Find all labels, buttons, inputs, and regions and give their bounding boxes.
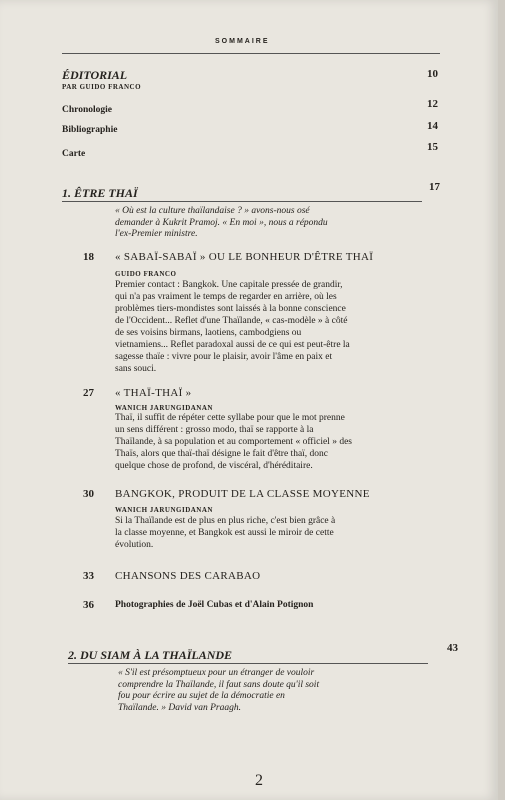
photo-credit-page-number: 36 (83, 599, 94, 611)
summary-line: un sens différent : grosso modo, thaï se rapporte à la (115, 425, 314, 435)
summary-line: vietnamiens... Reflet paradoxal aussi de ce qui est peut-être la (115, 340, 350, 350)
summary-line: de ses voisins birmans, laotiens, cambodgiens ou (115, 328, 302, 338)
chronologie-title: Chronologie (62, 105, 112, 115)
photo-credit: Photographies de Joël Cubas et d'Alain Potignon (115, 600, 314, 610)
article-30-author: WANICH JARUNGIDANAN (115, 506, 213, 514)
editorial-author: PAR GUIDO FRANCO (62, 83, 142, 91)
quote-line: l'ex-Premier ministre. (115, 229, 198, 239)
editorial-title: ÉDITORIAL (62, 68, 128, 82)
section-1-page-number: 17 (429, 181, 440, 193)
article-33-page-number: 33 (83, 570, 94, 582)
carte-page-number: 15 (427, 141, 438, 153)
article-27-page-number: 27 (83, 387, 94, 399)
footer-page-number: 2 (255, 772, 263, 789)
summary-line: de l'Occident... Reflet d'une Thaïlande, « cas-modèle » à côté (115, 316, 348, 326)
summary-line: sagesse thaïe : vivre pour le plaisir, avoir l'âme en paix et (115, 352, 333, 362)
quote-line: Thaïlande. » David van Praagh. (118, 702, 241, 713)
header-rule (62, 53, 440, 54)
quote-line: fou pour écrire au sujet de la démocratie en (118, 691, 285, 701)
section-1-rule (62, 201, 422, 202)
chronologie-page-number: 12 (427, 98, 438, 110)
bibliographie-title: Bibliographie (62, 125, 118, 135)
article-18-page-number: 18 (83, 251, 94, 263)
page-header-title: SOMMAIRE (215, 38, 270, 45)
next-page-edge (498, 0, 505, 800)
quote-line: « S'il est présomptueux pour un étranger de vouloir (118, 668, 315, 678)
summary-line: la classe moyenne, et Bangkok est aussi le miroir de cette (115, 528, 334, 538)
editorial-page-number: 10 (427, 68, 438, 80)
section-1-title: 1. ÊTRE THAÏ (62, 186, 138, 200)
article-30-title: BANGKOK, PRODUIT DE LA CLASSE MOYENNE (115, 488, 370, 500)
summary-line: problèmes tiers-mondistes sont laissés à la bonne conscience (115, 304, 346, 314)
bibliographie-page-number: 14 (427, 120, 438, 132)
article-18-author: GUIDO FRANCO (115, 270, 177, 278)
section-2-title: 2. DU SIAM À LA THAÏLANDE (68, 648, 233, 662)
summary-line: quelque chose de profond, de viscéral, d'héréditaire. (115, 461, 313, 471)
article-27-summary (115, 412, 455, 472)
summary-line: Thaïlande, à sa population et au comportement « officiel » des (115, 437, 352, 447)
quote-line: comprendre la Thaïlande, il faut sans doute qu'il soit (118, 679, 320, 690)
article-18-title: « SABAÏ-SABAÏ » OU LE BONHEUR D'ÊTRE THAÏ (115, 251, 374, 263)
section-1-quote (115, 206, 455, 241)
summary-line: sans souci. (115, 364, 157, 374)
section-2-rule (68, 663, 428, 664)
summary-line: Si la Thaïlande est de plus en plus riche, c'est bien grâce à (115, 516, 336, 526)
section-2-page-number: 43 (447, 642, 458, 654)
article-30-page-number: 30 (83, 488, 94, 500)
quote-line: demander à Kukrit Pramoj. « En moi », nous a répondu (115, 217, 328, 228)
summary-line: Premier contact : Bangkok. Une capitale pressée de grandir, (115, 280, 343, 290)
article-18-summary (115, 279, 455, 375)
article-33-title: CHANSONS DES CARABAO (115, 570, 261, 582)
carte-title: Carte (62, 149, 86, 159)
article-27-author: WANICH JARUNGIDANAN (115, 404, 213, 412)
summary-line: Thaï, il suffit de répéter cette syllabe pour que le mot prenne (115, 413, 345, 423)
article-27-title: « THAÏ-THAÏ » (115, 387, 192, 399)
summary-line: Thaïs, alors que thaï-thaï désigne le fait d'être thaï, donc (115, 449, 329, 459)
article-30-summary (115, 515, 455, 551)
quote-line: « Où est la culture thaïlandaise ? » avons-nous osé (115, 206, 310, 216)
summary-line: qui n'a pas vraiment le temps de regarder en arrière, où les (115, 292, 337, 302)
summary-line: évolution. (115, 540, 154, 550)
section-2-quote (118, 668, 458, 714)
